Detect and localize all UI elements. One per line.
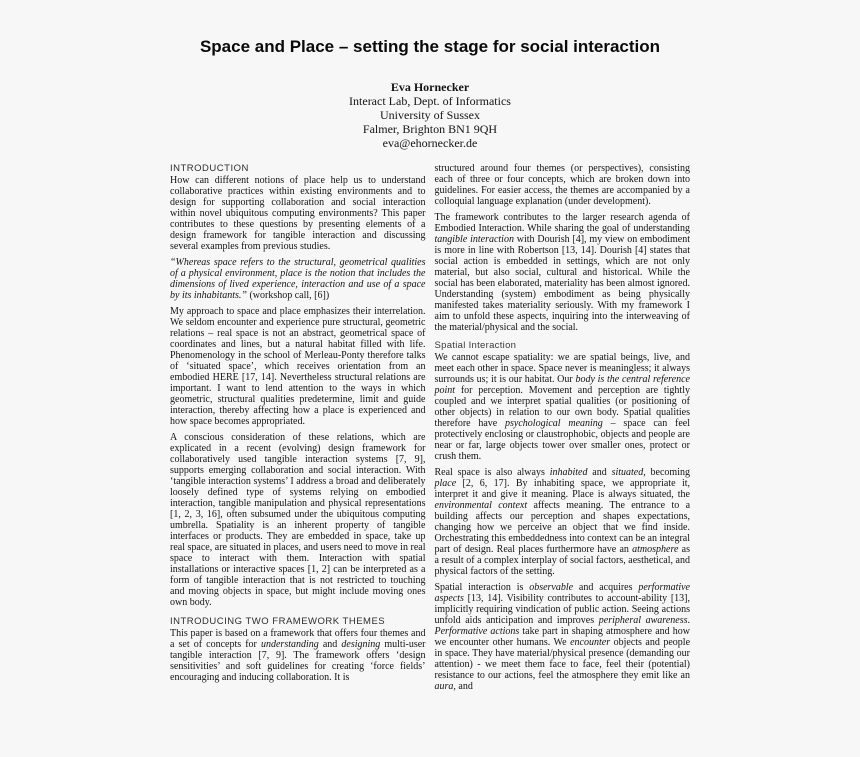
paragraph: Real space is also always inhabited and situated, becoming place [2, 6, 17]. By inhabiting space, we appropriate it, interpret it and give it meaning. Place is always situated, the environmental context affects meaning. The entrance to a building affects our perception and shapes expectations, changing how we perceive an object that we find inside. Orchestrating this embeddedness into context can be an integral part of design. Real places furthermore have an atmosphere as a result of a complex interplay of social factors, aesthetical, and physical factors of the setting. [434, 467, 691, 577]
block-quote: “Whereas space refers to the structural, geometrical qualities of a physical environment, place is the notion that includes the dimensions of lived experience, interaction and use of a space by its inhabitants.” (workshop call, [6]) [170, 257, 426, 301]
author-affiliation-line: Interact Lab, Dept. of Informatics [349, 94, 511, 108]
author-affiliation-line: Falmer, Brighton BN1 9QH [362, 122, 498, 136]
paper-title: Space and Place – setting the stage for social interaction [199, 37, 661, 56]
right-column [435, 163, 691, 697]
paragraph: structured around four themes (or perspectives), consisting each of three or four concepts, which are broken down into guidelines. For easier access, the themes are accompanied by a colloquial language explanation (under development). [434, 163, 690, 207]
paragraph: The framework contributes to the larger research agenda of Embodied Interaction. While sharing the goal of understanding tangible interaction with Dourish [4], my view on embodiment is more in line with Robertson [13, 14]. Dourish [4] states that social action is embedded in settings, which are not only material, but also social, cultural and historical. While the social has been elaborated, materiality has been almost ignored. Understanding (system) embodiment as being physically manifested takes materiality seriously. With my framework I aim to unfold these aspects, inquiring into the interweaving of the material/physical and the social. [434, 212, 690, 333]
paragraph: This paper is based on a framework that offers four themes and a set of concepts for understanding and designing multi-user tangible interaction [7, 9]. The framework offers ‘design sensitivities’ and soft guidelines for creating ‘force fields’ encouraging and inducing collaboration. It is [170, 628, 426, 683]
paragraph: Spatial interaction is observable and acquires performative aspects [13, 14]. Visibility contributes to account-ability [13], implicitly requiring vindication of public action. Seeing actions unfold aids anticipation and improves peripheral awareness. Performative actions take part in shaping atmosphere and how we encounter other humans. We encounter objects and people in space. They have material/physical presence (demanding our attention) - we meet them face to face, feel their (potential) resistance to our actions, feel the atmosphere they emit like an aura, and [434, 582, 691, 692]
paragraph: My approach to space and place emphasizes their interrelation. We seldom encounter and experience pure structural, geometric relations – real space is not an abstract, geometrical space of coordinates and lines, but a natural habitat filled with life. Phenomenology in the school of Merleau-Ponty therefore talks of ‘situated space’, which receives orientation from an embodied HERE [17, 14]. Nevertheless structural relations are important. I want to lend attention to the ways in which geometric, structural qualities predetermine, limit and guide interaction, thereby affecting how a place is experienced and how space becomes appropriated. [170, 306, 426, 427]
section-heading: INTRODUCTION [170, 163, 249, 174]
paragraph: How can different notions of place help us to understand collaborative practices within existing environments and to design for supporting collaboration and social interaction within novel ubiquitous computing environments? This paper contributes to these questions by presenting elements of a design framework for tangible interaction and discussing several examples from previous studies. [170, 175, 426, 252]
two-column-body [170, 163, 690, 697]
subsection-heading: Spatial Interaction [434, 340, 517, 351]
left-column [170, 163, 426, 688]
author-affiliation-line: University of Sussex [380, 108, 480, 122]
author-name: Eva Hornecker [390, 80, 470, 94]
paragraph: A conscious consideration of these relations, which are explicated in a recent (evolving) design framework for collaboratively used tangible interaction systems [7, 9], supports emerging collaboration and social interaction. With ‘tangible interaction systems’ I address a broad and deliberately loosely defined type of systems relying on embodied interaction, tangible manipulation and physical representations [1, 2, 3, 16], often subsumed under the ubiquitous computing umbrella. Spatiality is an inherent property of tangible interfaces or products. They are embedded in space, take up real space, are situated in places, and users need to move in real space to interact with them. Interaction with spatial installations or interactive spaces [1, 2] can be interpreted as a form of tangible interaction that is not restricted to touching and moving objects in space, but might include moving ones own body. [170, 432, 426, 608]
author-affiliation [0, 94, 860, 150]
paragraph: We cannot escape spatiality: we are spatial beings, live, and meet each other in space. Space never is meaningless; it always surrounds us; it is our habitat. Our body is the central reference point for perception. Movement and perception are tightly coupled and we interpret spatial qualities (or positioning of other objects) in relation to our own body. Spatial qualities therefore have psychological meaning – space can feel protectively enclosing or claustrophobic, objects and people are near or far, large objects tower over smaller ones, protect or crush them. [434, 352, 691, 462]
section-heading: INTRODUCING TWO FRAMEWORK THEMES [170, 616, 386, 627]
author-block [0, 80, 860, 150]
author-affiliation-line: eva@ehornecker.de [382, 136, 478, 150]
